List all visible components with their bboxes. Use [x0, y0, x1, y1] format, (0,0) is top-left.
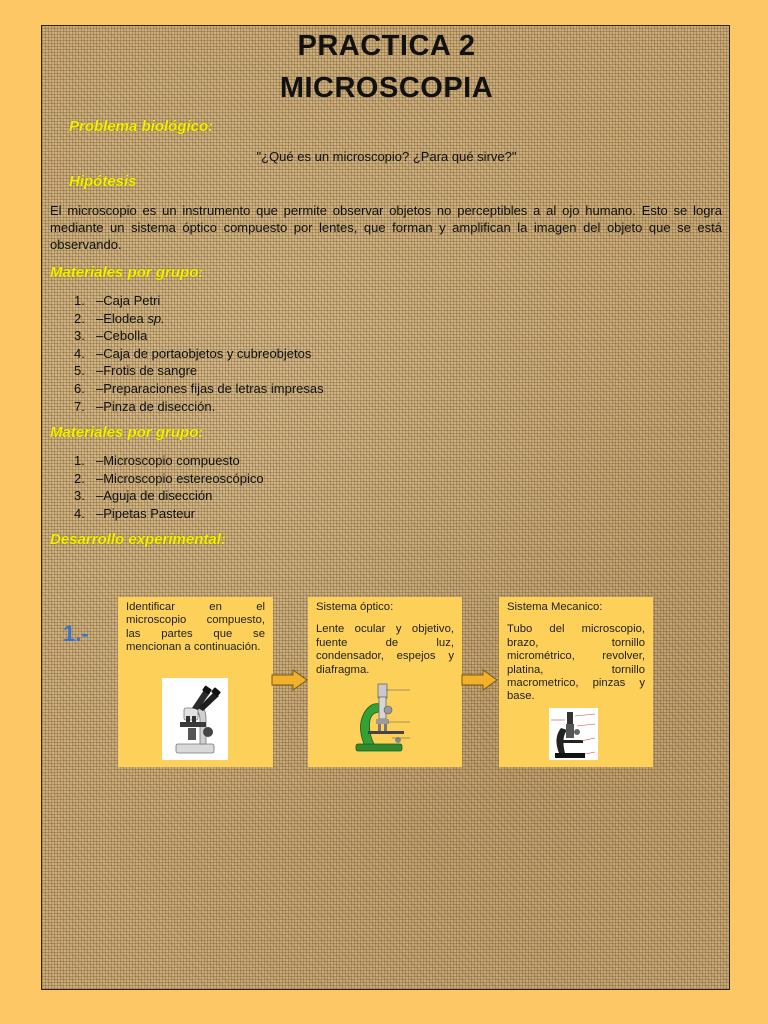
list-item-number: 6. [74, 380, 85, 396]
list-item-text: –Elodea [96, 310, 148, 326]
list-item [74, 487, 264, 505]
flow-box-sistema-optico [308, 597, 462, 767]
list-item-text: –Pipetas Pasteur [96, 505, 196, 521]
hipotesis-paragraph: El microscopio es un instrumento que permite observar objetos no perceptibles a al ojo humano. Esto se logra mediante un sistema óptico compuesto por lentes, que forman y amplifican la imagen del objeto que se está observando. [50, 203, 722, 252]
list-item-number: 3. [74, 488, 85, 504]
box1-text: Identificar en el microscopio compuesto, las partes que se mencionan a continuación. [126, 601, 265, 654]
list-item [74, 327, 324, 345]
list-item [74, 292, 324, 310]
list-item-number: 7. [74, 398, 85, 414]
optical-system-image [352, 680, 414, 754]
heading-materiales-2: Materiales por grupo: [50, 424, 204, 441]
mechanical-system-image [549, 708, 598, 760]
list-item-number: 5. [74, 363, 85, 379]
list-item-number: 4. [74, 345, 85, 361]
list-item-number: 1. [74, 453, 85, 468]
list-item-text: –Frotis de sangre [96, 363, 198, 379]
list-item [74, 310, 324, 328]
materiales-list-2 [74, 452, 264, 522]
step-number: 1.- [63, 621, 89, 646]
compound-microscope-image [162, 678, 228, 760]
list-item-italic: sp. [147, 310, 165, 326]
heading-problema: Problema biológico: [69, 118, 214, 135]
arrow-right-icon [271, 669, 309, 691]
list-item-number: 2. [74, 310, 85, 326]
list-item [74, 452, 264, 470]
page-subtitle: MICROSCOPIA [279, 72, 494, 104]
list-item [74, 470, 264, 488]
box2-text: Lente ocular y objetivo, fuente de luz, condensador, espejos y diafragma. [316, 623, 454, 676]
list-item-text: –Caja de portaobjetos y cubreobjetos [96, 345, 312, 361]
list-item-number: 1. [74, 293, 85, 308]
list-item-text: –Aguja de disección [96, 488, 213, 504]
list-item-text: –Pinza de disección. [96, 398, 216, 414]
flow-box-sistema-mecanico [499, 597, 653, 767]
arrow-right-icon-2 [461, 669, 499, 691]
list-item [74, 345, 324, 363]
heading-hipotesis: Hipótesis [69, 173, 137, 190]
materiales-list-1 [74, 292, 324, 415]
box3-title: Sistema Mecanico: [507, 601, 603, 613]
list-item-text: –Preparaciones fijas de letras impresas [96, 380, 324, 396]
list-item-text: –Microscopio compuesto [96, 453, 240, 468]
list-item-text: –Caja Petri [96, 293, 161, 308]
list-item-text: –Cebolla [96, 328, 148, 344]
heading-desarrollo: Desarrollo experimental: [50, 531, 226, 548]
list-item [74, 362, 324, 380]
list-item [74, 380, 324, 398]
problema-question: "¿Qué es un microscopio? ¿Para qué sirve?" [256, 149, 517, 164]
document-page [41, 25, 730, 990]
list-item-number: 2. [74, 470, 85, 486]
box3-text: Tubo del microscopio, brazo, tornillo micrométrico, revolver, platina, tornillo macrometrico, pinzas y base. [507, 623, 645, 703]
flow-box-identificar [118, 597, 273, 767]
list-item-text: –Microscopio estereoscópico [96, 470, 264, 486]
box2-title: Sistema óptico: [316, 601, 394, 613]
list-item [74, 398, 324, 416]
list-item [74, 505, 264, 523]
list-item-number: 3. [74, 328, 85, 344]
page-title: PRACTICA 2 [297, 30, 476, 62]
heading-materiales-1: Materiales por grupo: [50, 264, 204, 281]
list-item-number: 4. [74, 505, 85, 521]
